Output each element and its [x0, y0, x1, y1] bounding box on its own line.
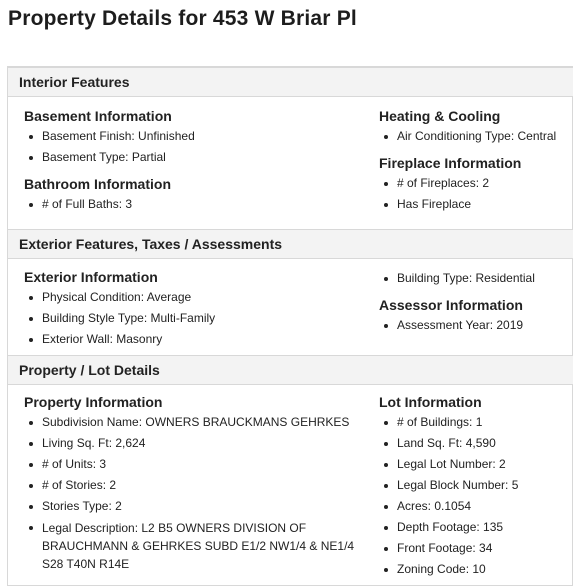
list-item: Legal Block Number: 5	[379, 475, 518, 496]
heating-cooling-list	[379, 126, 556, 147]
list-item: Has Fireplace	[379, 194, 489, 215]
list-item: Air Conditioning Type: Central	[379, 126, 556, 147]
list-item: Zoning Code: 10	[379, 559, 518, 580]
list-item: Subdivision Name: OWNERS BRAUCKMANS GEHRKES	[24, 412, 369, 433]
fireplace-information-list	[379, 173, 489, 215]
list-item: Stories Type: 2	[24, 496, 369, 517]
list-item: Exterior Wall: Masonry	[24, 329, 215, 350]
exterior-information-list	[24, 287, 215, 350]
section-header-property-lot-details[interactable]: Property / Lot Details	[8, 355, 573, 385]
list-item: # of Full Baths: 3	[24, 194, 132, 215]
property-information-list	[24, 412, 369, 573]
list-item: Acres: 0.1054	[379, 496, 518, 517]
building-type-list	[379, 268, 535, 289]
list-item: Depth Footage: 135	[379, 517, 518, 538]
section-header-interior-features[interactable]: Interior Features	[8, 67, 573, 97]
heating-cooling-title: Heating & Cooling	[379, 108, 501, 124]
lot-information-list	[379, 412, 518, 580]
assessor-information-list	[379, 315, 523, 336]
bathroom-information-title: Bathroom Information	[24, 176, 171, 192]
list-item: Building Type: Residential	[379, 268, 535, 289]
basement-information-list	[24, 126, 195, 168]
list-item: # of Stories: 2	[24, 475, 369, 496]
list-item: # of Units: 3	[24, 454, 369, 475]
section-header-exterior-features[interactable]: Exterior Features, Taxes / Assessments	[8, 229, 573, 259]
list-item: Assessment Year: 2019	[379, 315, 523, 336]
lot-information-title: Lot Information	[379, 394, 482, 410]
list-item: # of Buildings: 1	[379, 412, 518, 433]
list-item: Building Style Type: Multi-Family	[24, 308, 215, 329]
basement-information-title: Basement Information	[24, 108, 172, 124]
list-item: Land Sq. Ft: 4,590	[379, 433, 518, 454]
exterior-information-title: Exterior Information	[24, 269, 158, 285]
list-item: Living Sq. Ft: 2,624	[24, 433, 369, 454]
property-information-title: Property Information	[24, 394, 163, 410]
assessor-information-title: Assessor Information	[379, 297, 523, 313]
bathroom-information-list	[24, 194, 132, 215]
page-title: Property Details for 453 W Briar Pl	[8, 7, 357, 30]
fireplace-information-title: Fireplace Information	[379, 155, 522, 171]
list-item: Basement Finish: Unfinished	[24, 126, 195, 147]
list-item: Legal Lot Number: 2	[379, 454, 518, 475]
list-item: # of Fireplaces: 2	[379, 173, 489, 194]
list-item-legal-description: Legal Description: L2 B5 OWNERS DIVISION OF BRAUCHMANN & GEHRKES SUBD E1/2 NW1/4 & NE1/4 S28 T40N R14E	[24, 517, 369, 573]
list-item: Physical Condition: Average	[24, 287, 215, 308]
list-item: Front Footage: 34	[379, 538, 518, 559]
list-item: Basement Type: Partial	[24, 147, 195, 168]
